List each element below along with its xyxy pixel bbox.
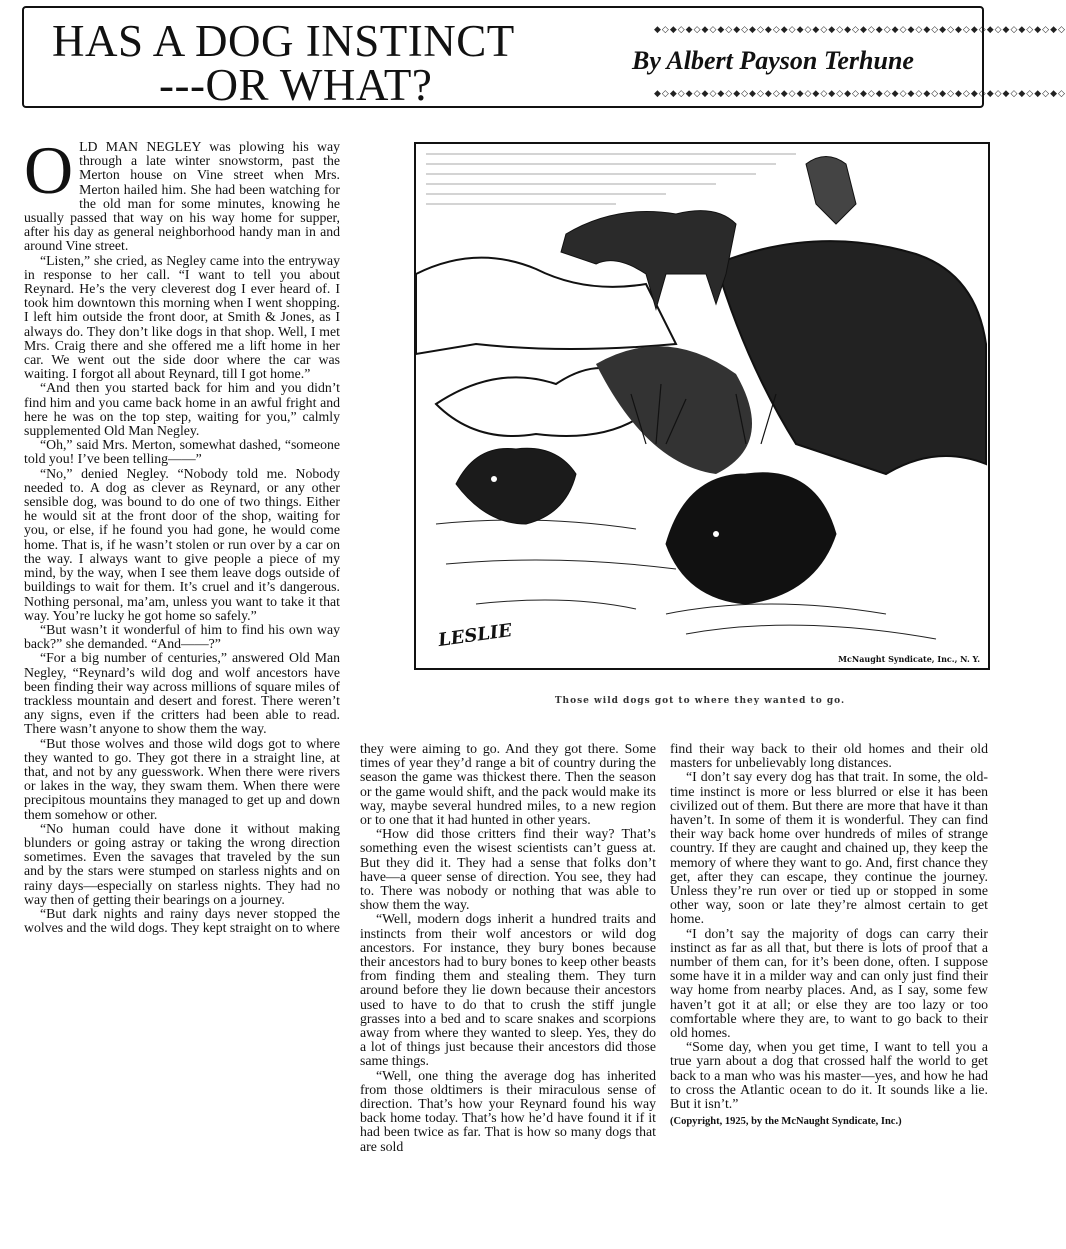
- copyright-notice: (Copyright, 1925, by the McNaught Syndicate, Inc.): [670, 1116, 902, 1128]
- paragraph: “But those wolves and those wild dogs got to where they wanted to go. They got there in a straight line, at that, and not by any guesswork. When there were rivers or lakes in the way, they swam them. When there were precipitous mountains they managed to get up and down them somehow or other.: [24, 735, 340, 822]
- paragraph: find their way back to their old homes and their old masters for unbelievably long distances.: [670, 741, 988, 771]
- ornament-rule-top: ◆◇◆◇◆◇◆◇◆◇◆◇◆◇◆◇◆◇◆◇◆◇◆◇◆◇◆◇◆◇◆◇◆◇◆◇◆◇◆◇◆◇◆◇◆◇◆◇◆◇◆◇: [654, 25, 1066, 35]
- headline-box: [22, 6, 1066, 110]
- article-column-2: [360, 742, 656, 1154]
- paragraph: “Well, modern dogs inherit a hundred traits and instincts from their wolf ancestors or wild dog ancestors. For instance, they bury bones because their ancestors had to bury bones to keep other beasts from finding them and stealing them. They turn around before they lie down because their ancestors used to have to do that to crush the stiff jungle grasses into a bed and to scare snakes and scorpions away from where they wanted to sleep. Yes, they do a lot of things just because their ancestors did those same things.: [360, 911, 656, 1069]
- paragraph: “And then you started back for him and you didn’t find him and you came back home in an awful fright and here he was on the top step, waiting for you,” calmly supplemented Old Man Negley.: [24, 380, 340, 439]
- illustration-caption: Those wild dogs got to where they wanted to go.: [554, 696, 846, 706]
- paragraph: “No,” denied Negley. “Nobody told me. Nobody needed to. A dog as clever as Reynard, or any other sensible dog, was bound to do one of two things. Either he would sit at the front door of the shop, waiting for you, or else, if he found you had gone, he would come home. That is, if he wasn’t stolen or run over by a car on the way. I always want to give people a piece of my mind, by the way, when I see them leave dogs outside of buildings to wait for them. It’s cruel and it’s dangerous. Nothing personal, ma’am, unless you want to take it that way. You’re lucky he got home so safely.”: [24, 465, 340, 623]
- artist-signature: LESLIE: [436, 619, 514, 652]
- paragraph: “Listen,” she cried, as Negley came into the entryway in response to her call. “I want to tell you about Reynard. He’s the very cleverest dog I ever heard of. I took him downtown this morning when I went shopping. I left him outside the front door, at Smith & Jones, as I always do. They don’t like dogs in that shop. Well, I met Mrs. Craig there and she offered me a lift home in her car. We went out the side door where the car was waiting. I forgot all about Reynard, till I got home.”: [24, 252, 340, 382]
- paragraph: “I don’t say the majority of dogs can carry their instinct as far as all that, but there is lots of proof that a number of them can, for it’s been done, often. I suppose some have it in a milder way and can only just find their way home from nearby places. And, as I say, some few haven’t got it at all; or else they are too lazy or too comfortable where they are, to want to go back to their old homes.: [670, 925, 988, 1041]
- paragraph: “But dark nights and rainy days never stopped the wolves and the wild dogs. They kept straight on to where: [24, 905, 340, 936]
- article-column-1: [24, 132, 340, 936]
- paragraph: “Well, one thing the average dog has inherited from those oldtimers is their miraculous sense of direction. That’s how your Reynard found his way back home today. That’s how he’d have found it if it had been twice as far. That is how so many dogs that are sold: [360, 1067, 656, 1154]
- byline: By Albert Payson Terhune: [632, 46, 914, 75]
- headline-line-1: HAS A DOG INSTINCT: [52, 16, 515, 66]
- illustration-drawing: [416, 144, 988, 668]
- wild-dogs-illustration: [414, 142, 990, 670]
- paragraph: LD MAN NEGLEY was plowing his way through a late winter snowstorm, past the Merton house on Vine street when Mrs. Merton hailed him. She had been watching for the old man for some minutes, knowing he usually passed that way on his way home for supper, after his day as general neighborhood handy man in and around Vine street.: [24, 139, 340, 254]
- paragraph: “I don’t say every dog has that trait. In some, the old-time instinct is more or less blurred or else it has been civilized out of them. But there are more that have it than haven’t. In some of them it is wonderful. They can find their way back home over hundreds of miles of strange country. If they are caught and chained up, they keep the memory of where they want to go. And, first chance they get, after they can escape, they continue the journey. Unless they’re run over or tied up or stopped in some other way, soon or late they’re almost certain to get home.: [670, 769, 988, 927]
- headline-line-2: ---OR WHAT?: [159, 60, 433, 110]
- paragraph: they were aiming to go. And they got there. Some times of year they’d range a bit of country during the season the game was thickest there. Then the season or the game would shift, and the pack would make its way, maybe several hundred miles, to a new region or to one that it had hunted in other years.: [360, 741, 656, 828]
- paragraph: “Some day, when you get time, I want to tell you a true yarn about a dog that crossed half the world to get back to a man who was his master—yes, and how he had to cross the Atlantic ocean to do it. It sounds like a lie. But it isn’t.”: [670, 1039, 988, 1112]
- paragraph: “For a big number of centuries,” answered Old Man Negley, “Reynard’s wild dog and wolf ancestors have been finding their way across millions of square miles of trackless mountain and desert and forest. There weren’t any signs, even if the critters had been able to read. There wasn’t anyone to show them the way.: [24, 650, 340, 737]
- paragraph: “How did those critters find their way? That’s something even the wisest scientists can’t guess at. But they did it. They had a sense that folks don’t have—a queer sense of direction. You see, they had to. There was nobody or nothing that was able to show them the way.: [360, 826, 656, 913]
- paragraph: “Oh,” said Mrs. Merton, somewhat dashed, “someone told you! I’ve been telling——”: [24, 437, 340, 467]
- paragraph: “But wasn’t it wonderful of him to find his own way back?” she demanded. “And——?”: [24, 621, 340, 652]
- article-column-3: [670, 742, 988, 1129]
- paragraph: “No human could have done it without making blunders or going astray or taking the wrong direction sometimes. Even the savages that traveled by the sun and by the stars were stumped on starless nights and on rainy days—especially on starless nights. They had no way then of getting their bearings on a journey.: [24, 820, 340, 907]
- syndicate-mark: McNaught Syndicate, Inc., N. Y.: [838, 654, 980, 664]
- ornament-rule-bottom: ◆◇◆◇◆◇◆◇◆◇◆◇◆◇◆◇◆◇◆◇◆◇◆◇◆◇◆◇◆◇◆◇◆◇◆◇◆◇◆◇◆◇◆◇◆◇◆◇◆◇◆◇: [654, 89, 1066, 99]
- drop-cap: O: [24, 132, 74, 208]
